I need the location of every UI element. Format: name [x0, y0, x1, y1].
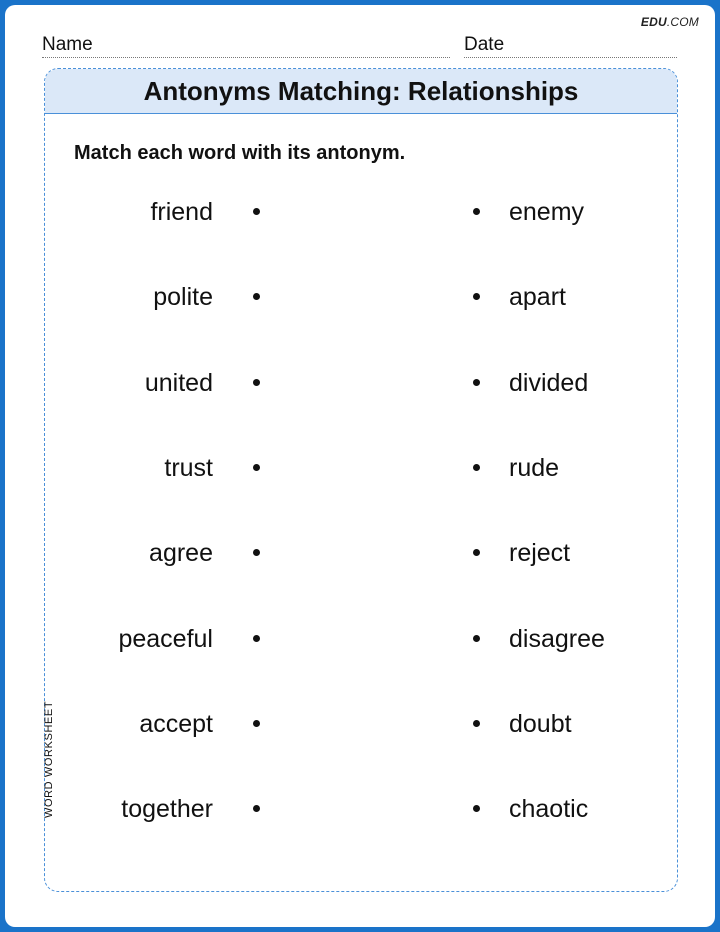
instructions: Match each word with its antonym.	[74, 142, 406, 164]
match-row	[45, 192, 677, 232]
right-match-dot[interactable]	[473, 208, 480, 215]
right-match-dot[interactable]	[473, 635, 480, 642]
left-word: agree	[149, 539, 213, 568]
left-word: polite	[153, 283, 213, 312]
right-match-dot[interactable]	[473, 805, 480, 812]
left-word: united	[144, 368, 213, 397]
match-row	[45, 533, 677, 573]
right-match-dot[interactable]	[473, 379, 480, 386]
right-word: doubt	[509, 709, 572, 738]
left-match-dot[interactable]	[253, 208, 260, 215]
worksheet-page	[5, 5, 715, 927]
match-row	[45, 789, 677, 829]
left-match-dot[interactable]	[253, 805, 260, 812]
left-word: accept	[139, 709, 213, 738]
right-word: rude	[509, 453, 560, 482]
left-word: friend	[150, 198, 213, 226]
right-match-dot[interactable]	[473, 464, 480, 471]
left-match-dot[interactable]	[253, 379, 260, 386]
worksheet-title: Antonyms Matching: Relationships	[45, 69, 677, 114]
right-word: chaotic	[509, 795, 589, 824]
match-row	[45, 277, 677, 317]
left-word: trust	[164, 453, 213, 482]
date-field[interactable]	[464, 33, 677, 58]
match-row	[45, 448, 677, 488]
match-row	[45, 704, 677, 744]
name-label: Name	[42, 34, 93, 55]
left-word: peaceful	[118, 624, 213, 653]
left-match-dot[interactable]	[253, 464, 260, 471]
right-word: disagree	[509, 624, 605, 653]
name-field[interactable]	[42, 33, 450, 58]
right-match-dot[interactable]	[473, 720, 480, 727]
side-label: WORD WORKSHEET	[43, 700, 55, 818]
right-word: divided	[509, 368, 589, 397]
right-word: reject	[509, 539, 571, 568]
date-label: Date	[464, 34, 505, 55]
left-match-dot[interactable]	[253, 635, 260, 642]
match-row	[45, 363, 677, 403]
brand-logo: EDU.COM	[640, 15, 699, 29]
left-match-dot[interactable]	[253, 293, 260, 300]
right-match-dot[interactable]	[473, 549, 480, 556]
left-match-dot[interactable]	[253, 720, 260, 727]
match-row	[45, 619, 677, 659]
left-word: together	[121, 795, 213, 824]
right-word: apart	[509, 283, 566, 312]
right-match-dot[interactable]	[473, 293, 480, 300]
left-match-dot[interactable]	[253, 549, 260, 556]
worksheet-card	[44, 68, 678, 892]
right-word: enemy	[509, 198, 585, 226]
